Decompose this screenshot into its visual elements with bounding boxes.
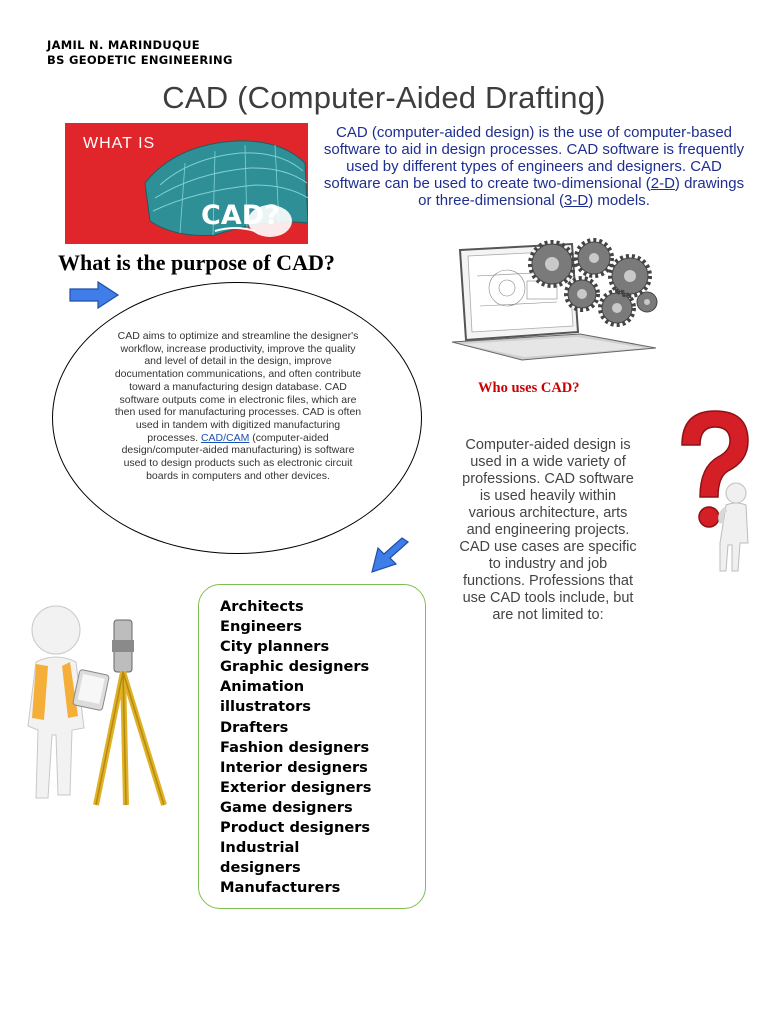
list-item: Fashion designers bbox=[220, 738, 370, 756]
arrow-right-icon bbox=[68, 280, 120, 310]
list-item: City planners bbox=[220, 638, 330, 656]
list-item: Architects bbox=[220, 598, 304, 615]
author-program: BS GEODETIC ENGINEERING bbox=[47, 53, 233, 67]
purpose-text-after: (computer-aided design/computer-aided manufacturing) is software used to design products such as electronic circuit boards in computers and other devices. bbox=[121, 431, 355, 482]
list-item: illustrators bbox=[220, 698, 311, 716]
purpose-text bbox=[112, 330, 364, 482]
cad-cam-link[interactable]: CAD/CAM bbox=[200, 431, 250, 444]
author-block bbox=[47, 38, 233, 68]
who-text: Computer-aided design is used in a wide variety of professions. CAD software is used heavily within various architecture, arts and engineering projects. CAD use cases are specific to industry and job functions. Professions that use CAD tools include, but are not limited to: bbox=[459, 437, 637, 623]
arrow-down-left-icon bbox=[368, 536, 412, 576]
list-item: Game designers bbox=[220, 798, 353, 816]
what-is-cad-image bbox=[65, 123, 308, 244]
list-item: Industrial bbox=[220, 839, 300, 857]
list-item: Animation bbox=[220, 678, 305, 696]
list-item: Exterior designers bbox=[220, 778, 372, 796]
purpose-text-before: CAD aims to optimize and streamline the designer's workflow, increase productivity, improve the quality and level of detail in the design, improve documentation communications, and often contribute toward a manufacturing design database. CAD software outputs come in electronic files, which are then used for manufacturing processes. CAD is often used in tandem with digitized manufacturing processes. bbox=[114, 330, 362, 444]
list-item: designers bbox=[220, 859, 301, 877]
professions-list bbox=[220, 597, 371, 898]
surveyor-figure-image bbox=[14, 600, 184, 810]
who-heading: Who uses CAD? bbox=[478, 380, 580, 396]
list-item: Interior designers bbox=[220, 758, 368, 776]
question-mark-figure-image bbox=[660, 405, 755, 575]
purpose-heading: What is the purpose of CAD? bbox=[58, 250, 335, 275]
link-3d[interactable]: 3-D bbox=[564, 192, 589, 209]
list-item: Drafters bbox=[220, 718, 289, 736]
author-name: JAMIL N. MARINDUQUE bbox=[47, 38, 200, 52]
list-item: Product designers bbox=[220, 819, 371, 837]
intro-text-before: CAD (computer-aided design) is the use of computer-based software to aid in design processes. CAD software is frequently used by different types of engineers and designers. CAD software can be used to create two-dimensional ( bbox=[323, 124, 745, 192]
intro-text-after: ) models. bbox=[588, 192, 650, 209]
list-item: Graphic designers bbox=[220, 658, 370, 676]
list-item: Manufacturers bbox=[220, 879, 341, 897]
list-item: Engineers bbox=[220, 618, 302, 636]
hero-caption-top: WHAT IS bbox=[83, 135, 156, 152]
page-title: CAD (Computer-Aided Drafting) bbox=[162, 80, 606, 115]
hero-caption-big: CAD? bbox=[201, 200, 280, 231]
link-2d[interactable]: 2-D bbox=[650, 175, 675, 192]
laptop-gears-image bbox=[452, 236, 662, 364]
intro-paragraph bbox=[322, 124, 746, 209]
intro-text-mid: ) drawings or three-dimensional ( bbox=[418, 175, 745, 209]
